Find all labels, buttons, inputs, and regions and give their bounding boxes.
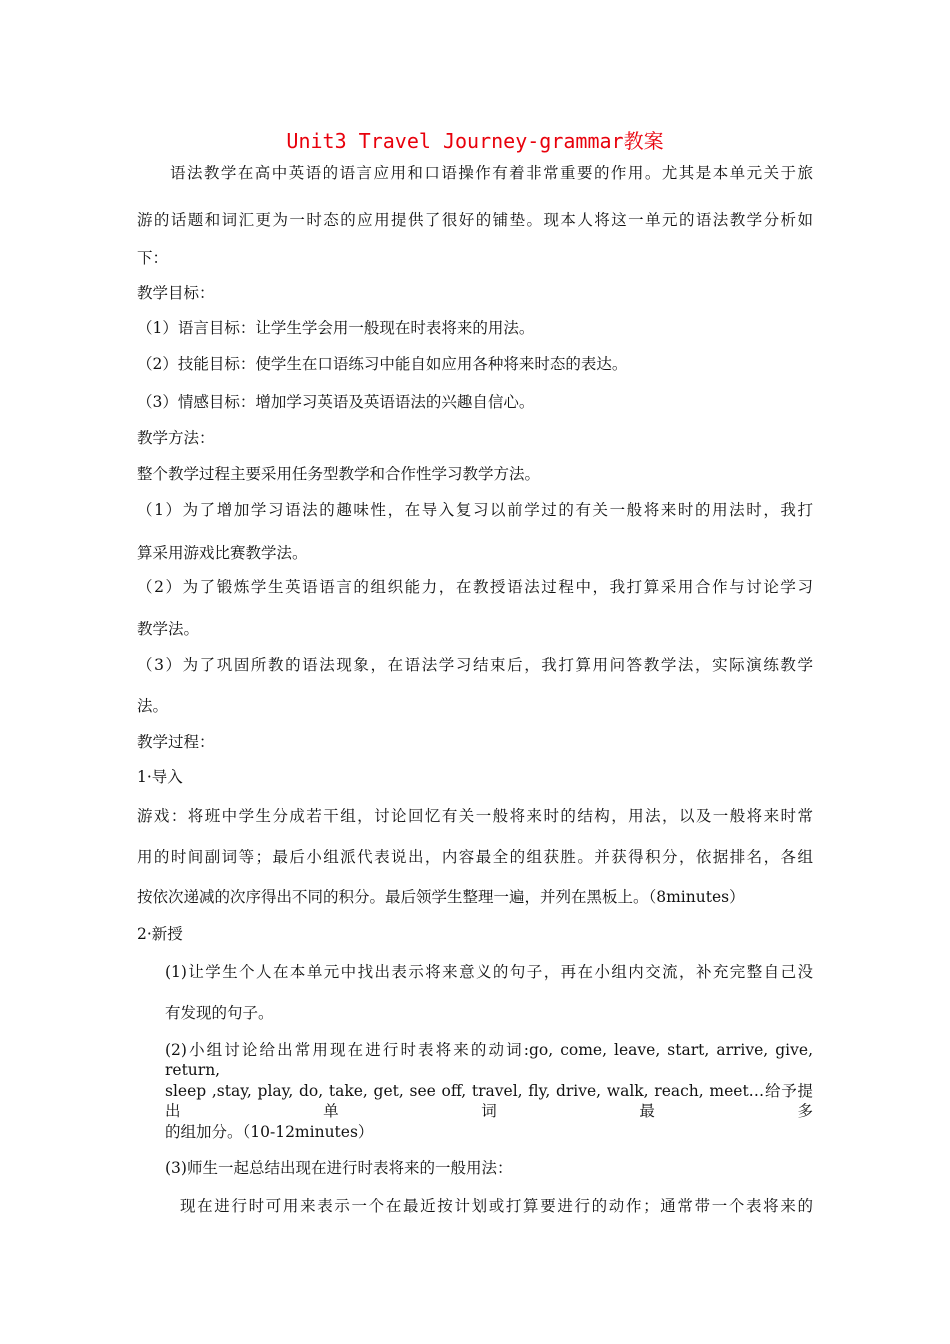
section-heading: 1·导入 bbox=[137, 768, 183, 786]
paragraph-line: (3)师生一起总结出现在进行时表将来的一般用法： bbox=[165, 1159, 513, 1177]
paragraph-line: （3）为了巩固所教的语法现象，在语法学习结束后，我打算用问答教学法，实际演练教学 bbox=[137, 656, 813, 674]
paragraph-line: 语法教学在高中英语的语言应用和口语操作有着非常重要的作用。尤其是本单元关于旅 bbox=[170, 164, 813, 182]
paragraph-line: 按依次递减的次序得出不同的积分。最后领学生整理一遍，并列在黑板上。（8minutes） bbox=[137, 888, 745, 906]
paragraph-line: （2）技能目标：使学生在口语练习中能自如应用各种将来时态的表达。 bbox=[137, 355, 628, 373]
paragraph-line: 有发现的句子。 bbox=[165, 1004, 274, 1022]
paragraph-line: 整个教学过程主要采用任务型教学和合作性学习教学方法。 bbox=[137, 465, 541, 483]
paragraph-line: （2）为了锻炼学生英语语言的组织能力，在教授语法过程中，我打算采用合作与讨论学习 bbox=[137, 578, 813, 596]
paragraph-line: (2)小组讨论给出常用现在进行时表将来的动词:go, come, leave, start, arrive, give, return, bbox=[165, 1041, 813, 1079]
paragraph-line: 算采用游戏比赛教学法。 bbox=[137, 544, 308, 562]
paragraph-line: 游的话题和词汇更为一时态的应用提供了很好的铺垫。现本人将这一单元的语法教学分析如 bbox=[137, 211, 813, 229]
section-heading: 教学目标： bbox=[137, 284, 215, 302]
paragraph-line: (1)让学生个人在本单元中找出表示将来意义的句子，再在小组内交流，补充完整自己没 bbox=[165, 963, 813, 981]
paragraph-line: sleep ,stay, play, do, take, get, see off, travel, fly, drive, walk, reach, meet…给予提出单词最多 bbox=[165, 1082, 813, 1120]
paragraph-line: （1）为了增加学习语法的趣味性，在导入复习以前学过的有关一般将来时的用法时，我打 bbox=[137, 501, 813, 519]
paragraph-line: 游戏：将班中学生分成若干组，讨论回忆有关一般将来时的结构，用法，以及一般将来时常 bbox=[137, 807, 813, 825]
paragraph-line: 的组加分。（10-12minutes） bbox=[165, 1123, 374, 1141]
paragraph-line: 教学法。 bbox=[137, 620, 200, 638]
section-heading: 教学过程： bbox=[137, 733, 215, 751]
paragraph-line: 现在进行时可用来表示一个在最近按计划或打算要进行的动作；通常带一个表将来的 bbox=[180, 1197, 813, 1215]
paragraph-line: 用的时间副词等；最后小组派代表说出，内容最全的组获胜。并获得积分，依据排名，各组 bbox=[137, 848, 813, 866]
paragraph-line: （1）语言目标：让学生学会用一般现在时表将来的用法。 bbox=[137, 319, 535, 337]
paragraph-line: 下： bbox=[137, 249, 169, 267]
section-heading: 2·新授 bbox=[137, 925, 183, 943]
paragraph-line: 法。 bbox=[137, 697, 169, 715]
paragraph-line: （3）情感目标：增加学习英语及英语语法的兴趣自信心。 bbox=[137, 393, 535, 411]
section-heading: 教学方法： bbox=[137, 429, 215, 447]
document-title: Unit3 Travel Journey-grammar教案 bbox=[286, 129, 664, 153]
